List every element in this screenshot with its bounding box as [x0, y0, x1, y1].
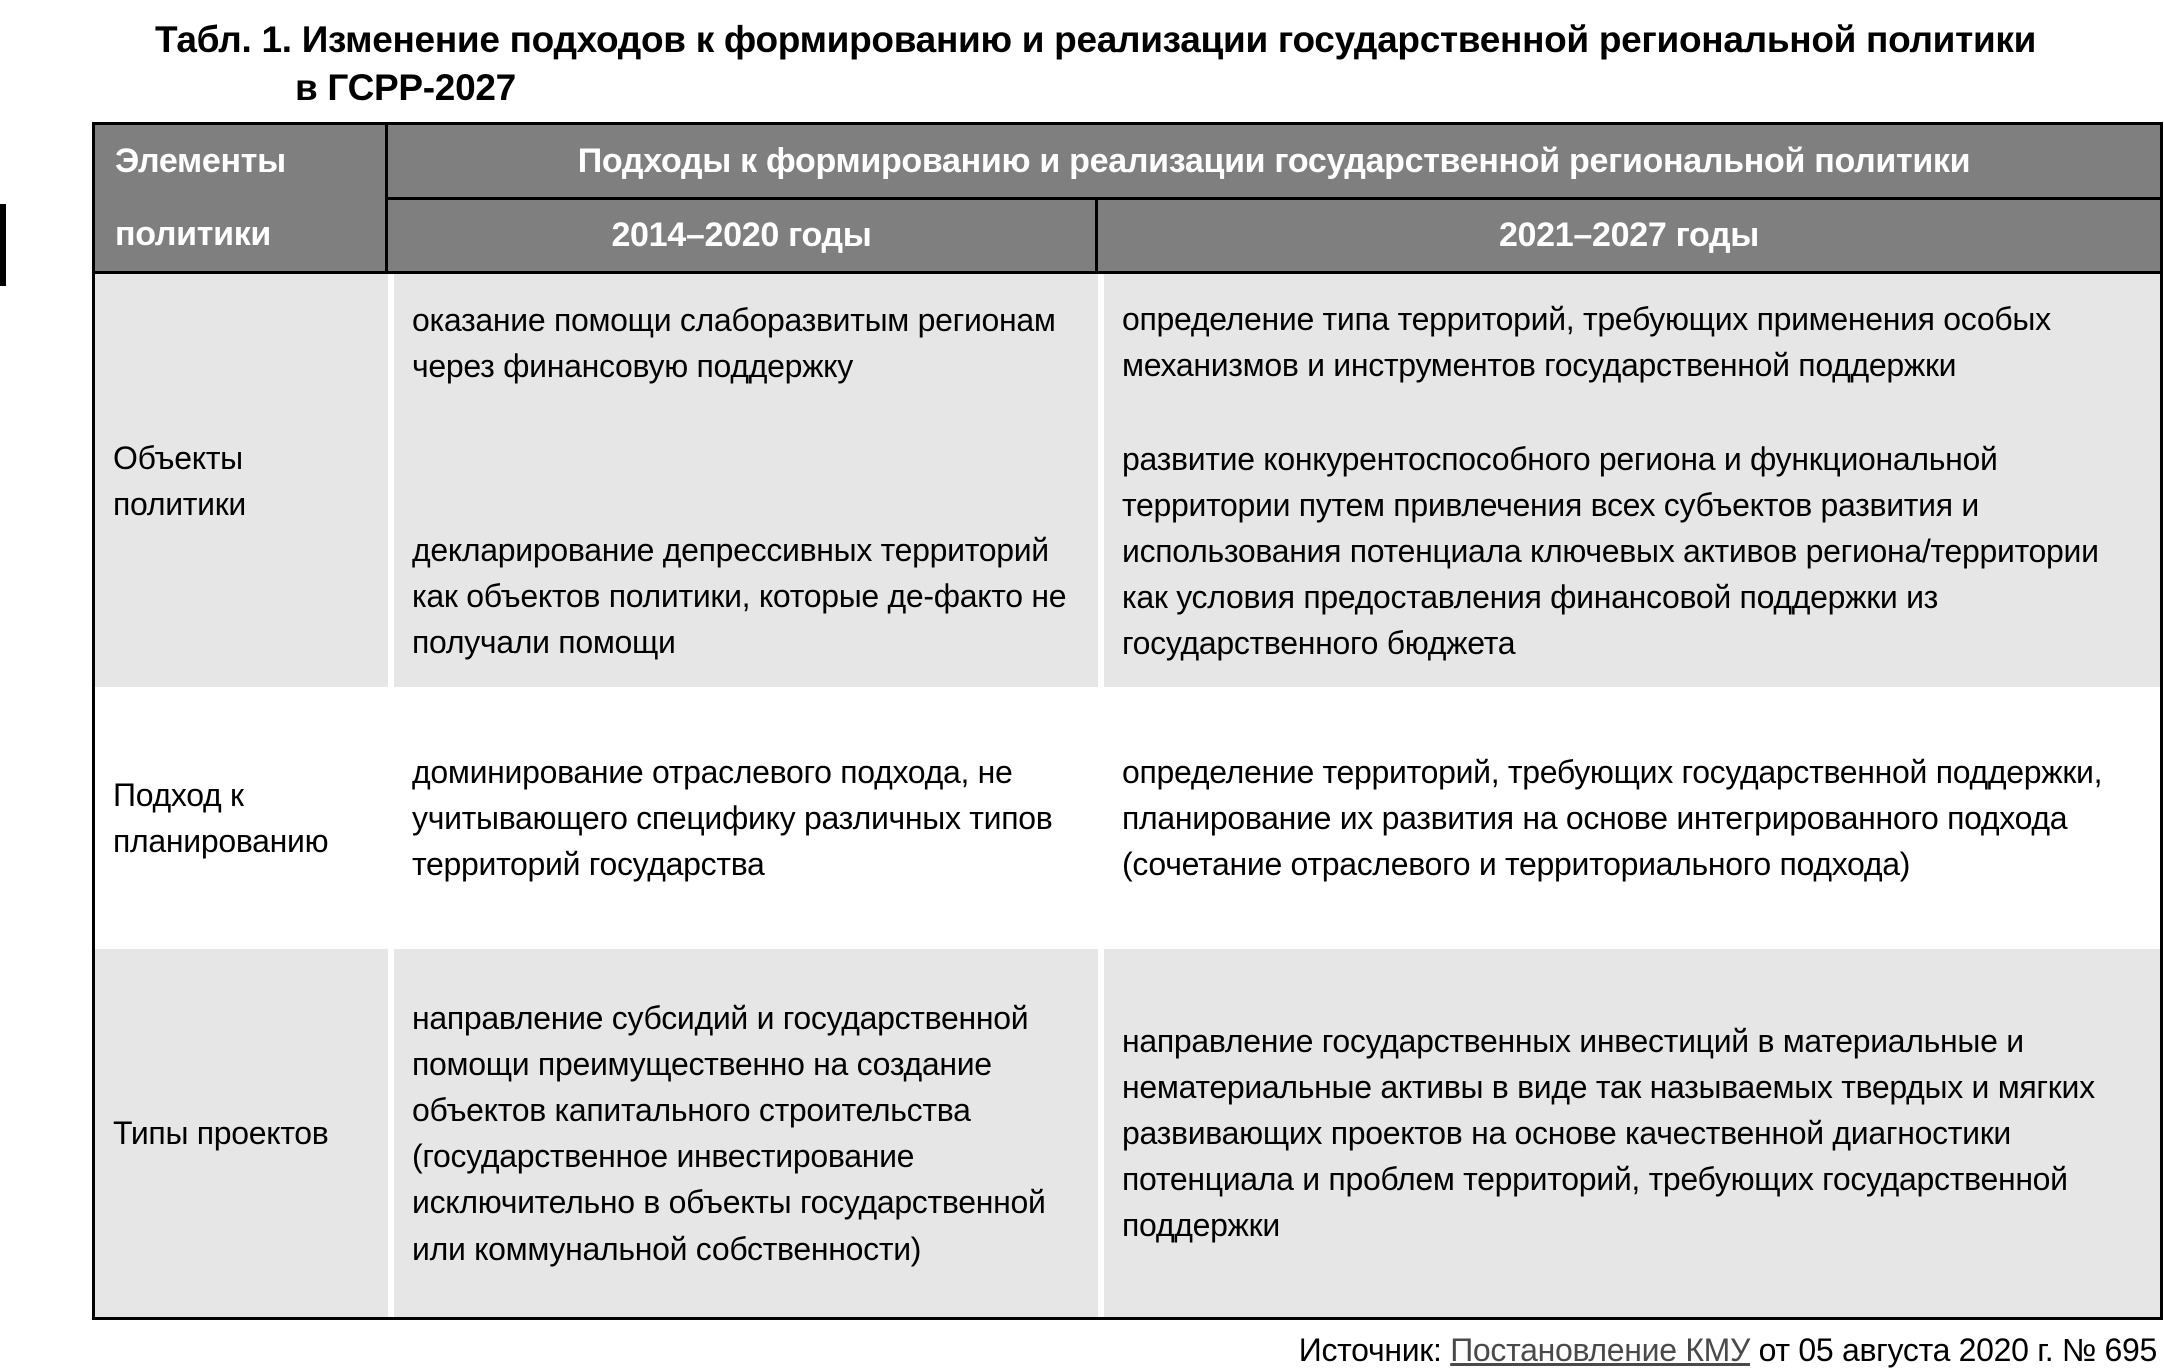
paragraph: определение территорий, требующих государственной поддержки, планирование их развития на основе интегрированного подхода (сочетание отраслевого и территориального подхода): [1122, 754, 2103, 883]
source-prefix: Источник:: [1298, 1332, 1451, 1369]
document-page: [0, 16, 2164, 1369]
left-edge-marker: [0, 204, 6, 286]
source-line: [92, 1332, 2157, 1369]
cell-2014-2020: [388, 687, 1098, 949]
table-header: [95, 125, 2160, 274]
table-title-line1: Табл. 1. Изменение подходов к формированию и реализации государственной региональной политики: [155, 19, 2037, 60]
paragraph: доминирование отраслевого подхода, не учитывающего специфику различных типов территорий государства: [412, 754, 1053, 883]
paragraph: развитие конкурентоспособного региона и функциональной территории путем привлечения всех субъектов развития и использования потенциала ключевых активов региона/территории как условия предоставления финансовой поддержки из государственного бюджета: [1122, 440, 2099, 662]
col-header-2014-2020: 2014–2020 годы: [388, 200, 1098, 274]
cell-2021-2027: [1098, 949, 2160, 1317]
paragraph: определение типа территорий, требующих применения особых механизмов и инструментов государственной поддержки: [1122, 300, 2051, 383]
row-label: Объекты политики: [95, 274, 388, 687]
corner-header-policy-elements: Элементы политики: [95, 125, 388, 274]
table-row-planning-approach: [95, 687, 2160, 949]
span-header-approaches: Подходы к формированию и реализации государственной региональной политики: [388, 125, 2160, 200]
col-header-2021-2027: 2021–2027 годы: [1098, 200, 2160, 274]
paragraph: направление субсидий и государственной помощи преимущественно на создание объектов капитального строительства (государственное инвестирование исключительно в объекты государственной или коммунальной собственности): [412, 1000, 1046, 1267]
table-body: [95, 274, 2160, 1317]
table-title-line2: в ГСРР-2027: [295, 67, 516, 109]
row-label: Типы проектов: [95, 949, 388, 1317]
cell-2021-2027: [1098, 274, 2160, 687]
policy-comparison-table: [92, 122, 2163, 1320]
cell-2021-2027: [1098, 687, 2160, 949]
cell-2014-2020: [388, 274, 1098, 687]
source-suffix: от 05 августа 2020 г. № 695: [1750, 1332, 2157, 1369]
paragraph: оказание помощи слаборазвитым регионам через финансовую поддержку: [412, 301, 1056, 384]
paragraph: направление государственных инвестиций в материальные и нематериальные активы в виде так называемых твердых и мягких развивающих проектов на основе качественной диагностики потенциала и проблем территорий, требующих государственной поддержки: [1122, 1023, 2095, 1244]
paragraph: декларирование депрессивных территорий как объектов политики, которые де-факто не получали помощи: [412, 531, 1067, 660]
row-label: Подход к планированию: [95, 687, 388, 949]
table-title: [155, 16, 2164, 112]
table-row-project-types: [95, 949, 2160, 1317]
cell-2014-2020: [388, 949, 1098, 1317]
table-row-policy-objects: [95, 274, 2160, 687]
source-link[interactable]: Постановление КМУ: [1450, 1332, 1751, 1369]
